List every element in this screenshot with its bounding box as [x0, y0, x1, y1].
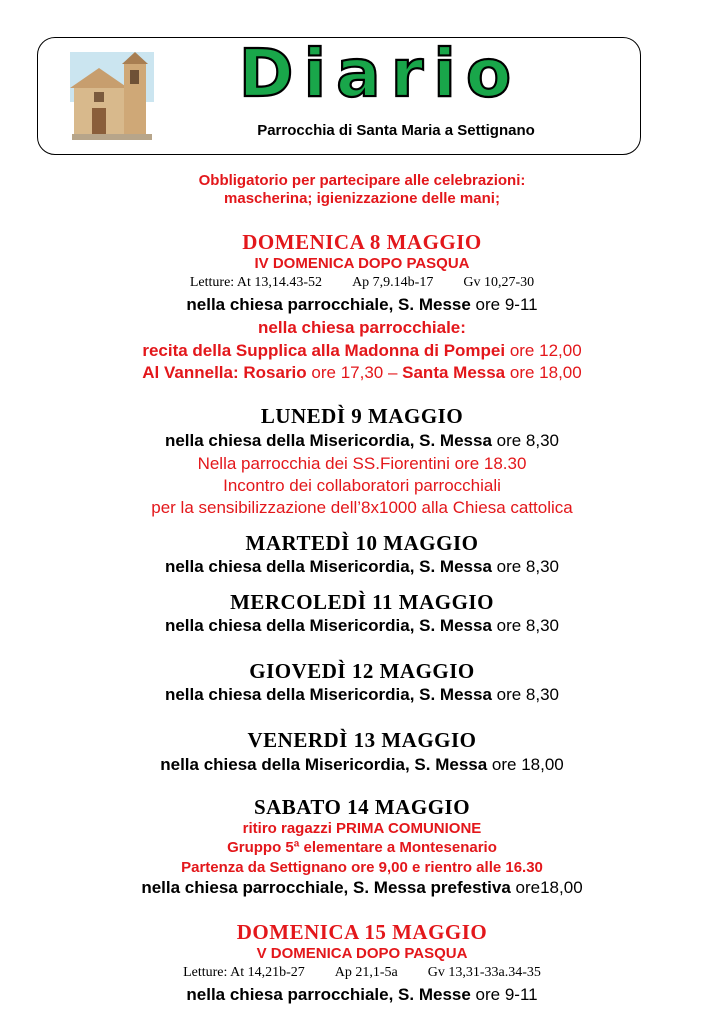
vannella-line	[0, 363, 724, 383]
supplica-time: ore 12,00	[505, 341, 582, 360]
meeting-line-2: Incontro dei collaboratori parrocchiali	[223, 476, 501, 495]
mass-time: ore 8,30	[491, 431, 560, 450]
vannella-time-1: ore 17,30 –	[306, 363, 403, 382]
vannella-rosario: Al Vannella: Rosario	[142, 363, 307, 382]
liturgical-day-sun15: V DOMENICA DOPO PASQUA	[256, 945, 468, 962]
day-heading-mon9: LUNEDÌ 9 MAGGIO	[260, 404, 464, 428]
day-heading-fri13: VENERDÌ 13 MAGGIO	[247, 728, 477, 752]
mass-time: ore 9-11	[470, 985, 538, 1004]
reading: Letture: At 13,14.43-52	[189, 275, 323, 290]
sat14-line-1: ritiro ragazzi PRIMA COMUNIONE	[242, 820, 482, 837]
svg-text:Diario: Diario	[238, 38, 522, 110]
notice-line-2: mascherina; igienizzazione delle mani;	[224, 190, 500, 207]
mass-sat14	[0, 878, 724, 898]
vannella-time-2: ore 18,00	[505, 363, 582, 382]
day-heading-sat14: SABATO 14 MAGGIO	[253, 795, 471, 819]
mass-mon9	[0, 431, 724, 451]
day-heading-sun8: DOMENICA 8 MAGGIO	[242, 230, 482, 254]
liturgical-day-sun8: IV DOMENICA DOPO PASQUA	[254, 255, 470, 272]
reading: Ap 21,1-5a	[334, 965, 398, 980]
supplica-line	[0, 341, 724, 361]
mass-time: ore 18,00	[487, 755, 564, 774]
mass-location: nella chiesa della Misericordia, S. Messa	[164, 431, 492, 450]
parish-name: Parrocchia di Santa Maria a Settignano	[257, 122, 535, 139]
sat14-line-3: Partenza da Settignano ore 9,00 e rientro alle 16.30	[181, 859, 543, 876]
reading: Gv 10,27-30	[463, 275, 535, 290]
mass-location: nella chiesa parrocchiale, S. Messa prefestiva	[141, 878, 511, 897]
reading: Ap 7,9.14b-17	[352, 275, 434, 290]
mass-location: nella chiesa della Misericordia, S. Messa	[160, 755, 488, 774]
mass-time: ore 8,30	[491, 685, 560, 704]
mass-time: ore 9-11	[470, 295, 538, 314]
mass-location: nella chiesa parrocchiale, S. Messe	[186, 985, 471, 1004]
mass-location: nella chiesa della Misericordia, S. Messa	[164, 557, 492, 576]
day-heading-sun15: DOMENICA 15 MAGGIO	[236, 920, 488, 944]
mass-location: nella chiesa parrocchiale, S. Messe	[186, 295, 471, 314]
day-heading-wed11: MERCOLEDÌ 11 MAGGIO	[230, 590, 494, 614]
mass-time: ore 8,30	[491, 557, 560, 576]
meeting-line-3: per la sensibilizzazione dell’8x1000 alla Chiesa cattolica	[151, 498, 573, 517]
mass-location: nella chiesa della Misericordia, S. Messa	[164, 616, 492, 635]
day-heading-thu12: GIOVEDÌ 12 MAGGIO	[249, 659, 475, 683]
mass-sun8	[0, 295, 724, 315]
diario-title	[180, 38, 580, 110]
reading: Gv 13,31-33a.34-35	[427, 965, 541, 980]
notice-line-1: Obbligatorio per partecipare alle celebrazioni:	[198, 172, 526, 189]
mass-wed11	[0, 616, 724, 636]
supplica-text: recita della Supplica alla Madonna di Pompei	[142, 341, 506, 360]
readings-sun15	[0, 965, 724, 981]
day-heading-tue10: MARTEDÌ 10 MAGGIO	[245, 531, 479, 555]
mass-time: ore 8,30	[491, 616, 560, 635]
meeting-line-1: Nella parrocchia dei SS.Fiorentini ore 18.30	[197, 454, 527, 473]
mass-thu12	[0, 685, 724, 705]
mass-time: ore18,00	[510, 878, 583, 897]
mass-sun15	[0, 985, 724, 1005]
mass-tue10	[0, 557, 724, 577]
sat14-line-2: Gruppo 5ª elementare a Montesenario	[227, 839, 497, 856]
vannella-messa: Santa Messa	[402, 363, 506, 382]
readings-sun8	[0, 275, 724, 291]
supplica-location: nella chiesa parrocchiale:	[258, 318, 466, 337]
reading: Letture: At 14,21b-27	[183, 965, 305, 980]
mass-fri13	[0, 755, 724, 775]
mass-location: nella chiesa della Misericordia, S. Messa	[164, 685, 492, 704]
